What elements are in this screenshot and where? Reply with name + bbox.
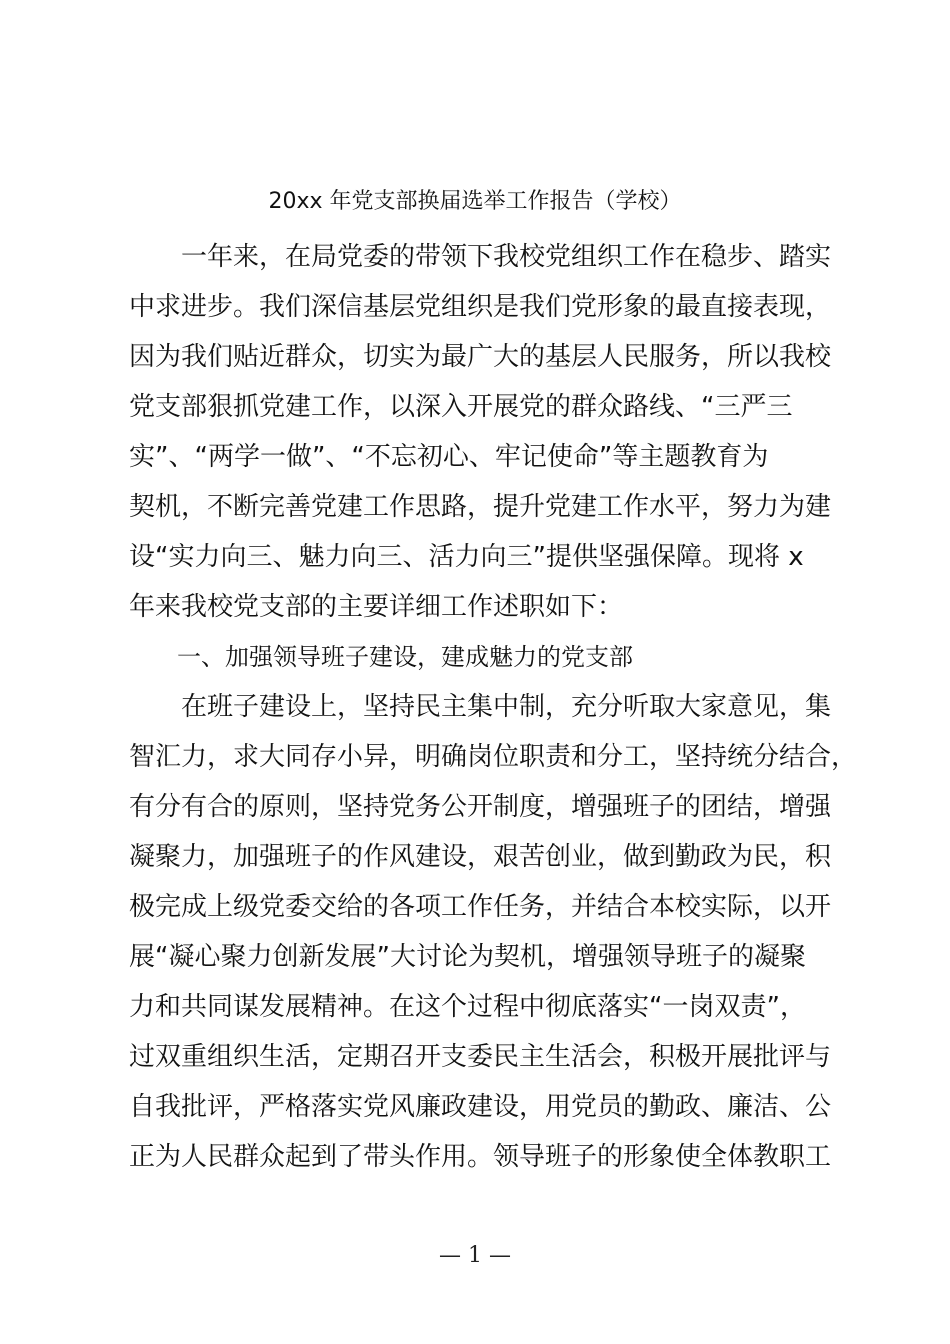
paragraph-line: 契机，不断完善党建工作思路，提升党建工作水平，努力为建 xyxy=(129,492,832,522)
paragraph-line: 年来我校党支部的主要详细工作述职如下： xyxy=(129,592,624,622)
paragraph-line: 智汇力，求大同存小异，明确岗位职责和分工，坚持统分结合， xyxy=(129,742,858,772)
paragraph-line: 力和共同谋发展精神。在这个过程中彻底落实“一岗双责”， xyxy=(129,992,806,1022)
section-heading: 一、加强领导班子建设，建成魅力的党支部 xyxy=(129,643,633,671)
paragraph-line: 一年来，在局党委的带领下我校党组织工作在稳步、踏实 xyxy=(129,242,832,272)
paragraph-line: 有分有合的原则，坚持党务公开制度，增强班子的团结，增强 xyxy=(129,792,832,822)
body-text xyxy=(129,232,858,1182)
paragraph-line: 在班子建设上，坚持民主集中制，充分听取大家意见，集 xyxy=(129,692,832,722)
paragraph-line: 正为人民群众起到了带头作用。领导班子的形象使全体教职工 xyxy=(129,1142,832,1172)
paragraph-line: 过双重组织生活，定期召开支委民主生活会，积极开展批评与 xyxy=(129,1042,832,1072)
page-number: — 1 — xyxy=(439,1243,511,1268)
paragraph-line: 设“实力向三、魅力向三、活力向三”提供坚强保障。现将 x xyxy=(129,542,804,572)
paragraph-line: 党支部狠抓党建工作，以深入开展党的群众路线、“三严三 xyxy=(129,392,793,422)
paragraph-line: 自我批评，严格落实党风廉政建设，用党员的勤政、廉洁、公 xyxy=(129,1092,832,1122)
paragraph-line: 凝聚力，加强班子的作风建设，艰苦创业，做到勤政为民，积 xyxy=(129,842,832,872)
document-title: 20xx 年党支部换届选举工作报告（学校） xyxy=(268,189,682,214)
paragraph-line: 实”、“两学一做”、“不忘初心、牢记使命”等主题教育为 xyxy=(129,442,769,472)
paragraph-line: 因为我们贴近群众，切实为最广大的基层人民服务，所以我校 xyxy=(129,342,832,372)
paragraph-line: 中求进步。我们深信基层党组织是我们党形象的最直接表现， xyxy=(129,292,832,322)
paragraph-line: 极完成上级党委交给的各项工作任务，并结合本校实际，以开 xyxy=(129,892,832,922)
paragraph-line: 展“凝心聚力创新发展”大讨论为契机，增强领导班子的凝聚 xyxy=(129,942,806,972)
